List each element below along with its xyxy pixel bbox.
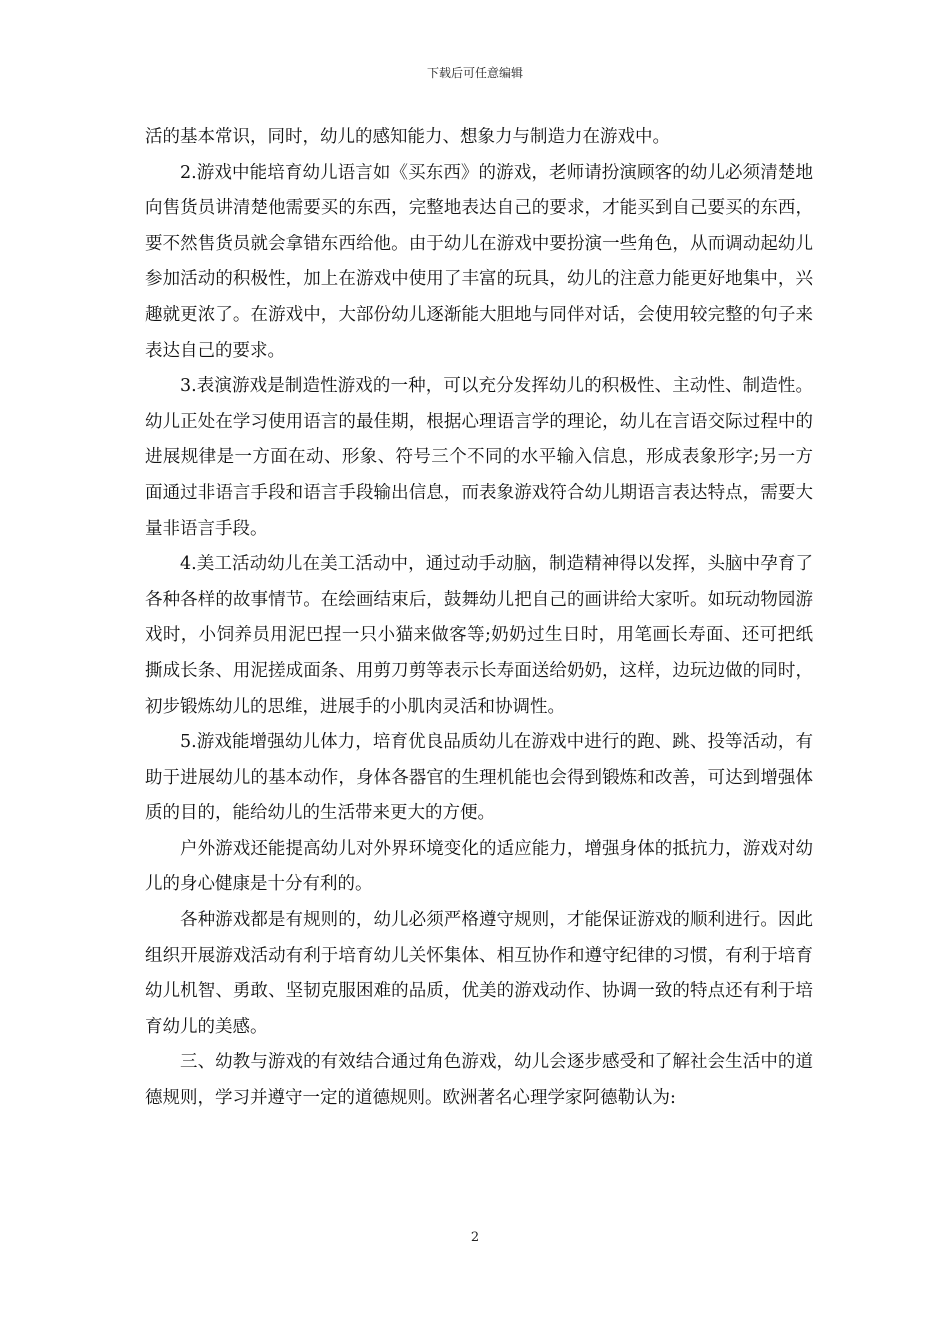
page-number: 2 xyxy=(470,1230,480,1245)
paragraph-8: 三、幼教与游戏的有效结合通过角色游戏，幼儿会逐步感受和了解社会生活中的道德规则，学习并遵守一定的道德规则。欧洲著名心理学家阿德勒认为: xyxy=(145,1052,813,1109)
paragraph-5: 5.游戏能增强幼儿体力，培育优良品质幼儿在游戏中进行的跑、跳、投等活动，有助于进展幼儿的基本动作，身体各器官的生理机能也会得到锻炼和改善，可达到增强体质的目的，能给幼儿的生活带来更大的方便。 xyxy=(145,732,813,824)
paragraph-3: 3.表演游戏是制造性游戏的一种，可以充分发挥幼儿的积极性、主动性、制造性。幼儿正处在学习使用语言的最佳期，根据心理语言学的理论，幼儿在言语交际过程中的进展规律是一方面在动、形象、符号三个不同的水平输入信息，形成表象形字;另一方面通过非语言手段和语言手段输出信息，而表象游戏符合幼儿期语言表达特点，需要大量非语言手段。 xyxy=(145,376,813,539)
body-text xyxy=(145,120,813,1117)
paragraph-4: 4.美工活动幼儿在美工活动中，通过动手动脑，制造精神得以发挥，头脑中孕育了各种各样的故事情节。在绘画结束后，鼓舞幼儿把自己的画讲给大家听。如玩动物园游戏时，小饲养员用泥巴捏一只小猫来做客等;奶奶过生日时，用笔画长寿面、还可把纸撕成长条、用泥搓成面条、用剪刀剪等表示长寿面送给奶奶，这样，边玩边做的同时，初步锻炼幼儿的思维，进展手的小肌肉灵活和协调性。 xyxy=(145,554,813,717)
page-header: 下载后可任意编辑 xyxy=(426,66,523,80)
paragraph-1: 活的基本常识，同时，幼儿的感知能力、想象力与制造力在游戏中。 xyxy=(145,127,670,147)
paragraph-6: 户外游戏还能提高幼儿对外界环境变化的适应能力，增强身体的抵抗力，游戏对幼儿的身心健康是十分有利的。 xyxy=(145,838,813,895)
paragraph-2: 2.游戏中能培育幼儿语言如《买东西》的游戏，老师请扮演顾客的幼儿必须清楚地向售货员讲清楚他需要买的东西，完整地表达自己的要求，才能买到自己要买的东西，要不然售货员就会拿错东西给他。由于幼儿在游戏中要扮演一些角色，从而调动起幼儿参加活动的积极性，加上在游戏中使用了丰富的玩具，幼儿的注意力能更好地集中，兴趣就更浓了。在游戏中，大部份幼儿逐渐能大胆地与同伴对话，会使用较完整的句子来表达自己的要求。 xyxy=(145,162,813,361)
paragraph-7: 各种游戏都是有规则的，幼儿必须严格遵守规则，才能保证游戏的顺利进行。因此组织开展游戏活动有利于培育幼儿关怀集体、相互协作和遵守纪律的习惯，有利于培育幼儿机智、勇敢、坚韧克服困难的品质，优美的游戏动作、协调一致的特点还有利于培育幼儿的美感。 xyxy=(145,910,813,1037)
